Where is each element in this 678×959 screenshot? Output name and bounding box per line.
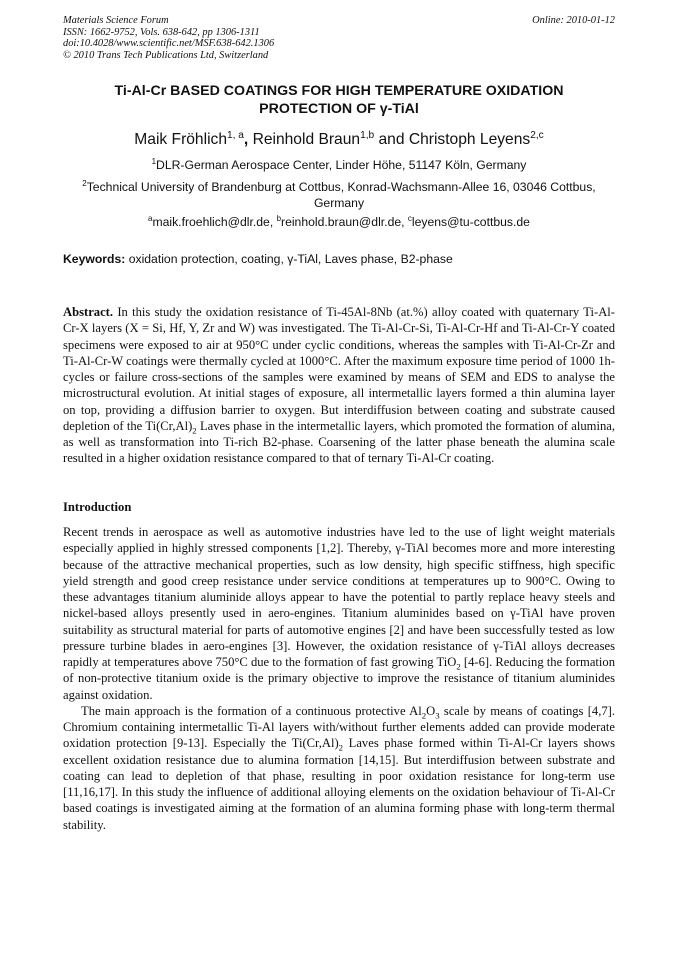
author-separator: and [374,131,409,148]
issn: ISSN: 1662-9752, Vols. 638-642, pp 1306-1311 [63,26,260,38]
affiliation-2 [63,179,615,211]
paragraph-text: O [426,703,436,718]
author-affil-mark: 2,c [530,129,544,141]
paragraph-text: Recent trends in aerospace as well as automotive industries have led to the use of light weight materials especially applied in highly stressed components [1,2]. Thereby, γ-TiAl becomes more and more interesting because of the attractive mechanical properties, such as low density, high specific stiffness, high specific yield strength and good creep resistance under service conditions at temperatures up to 900°C. Owing to these advantages titanium aluminide alloys appear to have the potential to partly replace heavy steels and nickel-based alloys presently used in aero-engines. Titanium aluminides based on γ-TiAl have proven suitability as structural material for parts of automotive engines [2] and have been successfully tested as low pressure turbine blades in aero-engines [3]. However, the oxidation resistance of γ-TiAl alloys decreases rapidly at temperatures above 750°C due to the formation of fast growing TiO [63,525,615,669]
author-affil-mark: 1,b [360,129,375,141]
journal-name: Materials Science Forum [63,15,169,26]
paragraph-text: The main approach is the formation of a continuous protective Al [81,703,422,718]
keywords-label: Keywords: [63,252,126,266]
author-name: Reinhold Braun [252,131,361,148]
introduction-body [63,524,615,833]
keywords-text: oxidation protection, coating, γ-TiAl, Laves phase, B2-phase [125,252,453,266]
copyright: © 2010 Trans Tech Publications Ltd, Switzerland [63,49,269,61]
paragraph-text: scale by means of coatings [4,7]. Chromium containing intermetallic Ti-Al layers with/without further elements added can provide moderate oxidation protection [9-13]. Especially the Ti(Cr,Al) [63,703,615,751]
paragraph-text: [4-6]. Reducing the formation of non-protective titanium oxide is the primary objective to improve the resistance of titanium aluminides against oxidation. [63,655,616,702]
keywords [63,251,615,267]
abstract-text: Laves phase in the intermetallic layers, which promoted the formation of alumina, as well as transformation into Ti-rich B2-phase. Coarsening of the latter phase beneath the alumina scale resulted in a higher oxidation resistance compared to that of ternary Ti-Al-Cr coating. [63,418,615,466]
affil-number: 1 [151,156,157,166]
paragraph [63,524,615,703]
author-list [40,130,638,150]
affil-number: 2 [82,178,87,188]
subscript: 2 [192,425,197,436]
paragraph-text: Laves phase formed within Ti-Al-Cr layers shows excellent oxidation resistance due to alumina formation [14,15]. But interdiffusion between substrate and coating can lead to depletion of that phase, resulting in poor oxidation resistance for long-term use [11,16,17]. In this study the influence of additional alloying elements on the oxidation behaviour of Ti-Al-Cr based coatings is investigated aiming at the formation of an alumina forming phase with long-term thermal stability. [63,736,615,832]
email-mark: b [276,213,282,223]
email-link[interactable]: maik.froehlich@dlr.de, [152,215,277,229]
abstract-text: In this study the oxidation resistance of Ti-45Al-8Nb (at.%) alloy coated with quaternary Ti-Al-Cr-X layers (X = Si, Hf, Y, Zr and W) was investigated. The Ti-Al-Cr-Si, Ti-Al-Cr-Hf and Ti-Al-Cr-Y coated specimens were exposed to air at 950°C under cyclic conditions, whereas the samples with Ti-Al-Cr-Zr and Ti-Al-Cr-W coatings were thermally cycled at 1000°C. After the maximum exposure time period of 1000 1h-cycles or failure cross-sections of the samples were examined by means of SEM and EDS to analyse the microstructural evolution. At initial stages of exposure, all intermetallic layers formed a thin alumina layer on top, providing a diffusion barrier to oxygen. But interdiffusion between coating and substrate caused depletion of the Ti(Cr,Al) [63,305,615,433]
subscript: 2 [456,661,461,672]
title-line-1: Ti-Al-Cr BASED COATINGS FOR HIGH TEMPERATURE OXIDATION [114,83,564,99]
author-name: Christoph Leyens [408,131,531,148]
affiliation-1 [63,157,615,173]
affil-text: DLR-German Aerospace Center, Linder Höhe, 51147 Köln, Germany [156,158,527,172]
online-date: Online: 2010-01-12 [532,15,615,26]
author-emails [63,214,615,230]
email-mark: c [407,213,412,223]
doi: doi:10.4028/www.scientific.net/MSF.638-642.1306 [63,38,275,50]
email-link[interactable]: leyens@tu-cottbus.de [411,215,530,229]
journal-header [63,15,615,61]
title-line-2: PROTECTION OF γ-TiAl [259,101,419,117]
author-separator: , [243,131,253,148]
subscript: 2 [338,742,344,753]
email-mark: a [148,213,153,223]
author-name: Maik Fröhlich [134,131,227,148]
author-affil-mark: 1, a [227,129,244,141]
paper-title [40,82,638,118]
affil-text: Technical University of Brandenburg at Cottbus, Konrad-Wachsmann-Allee 16, 03046 Cottbus, Germany [86,180,596,210]
abstract-label: Abstract. [63,305,114,319]
subscript: 3 [435,710,440,721]
paragraph [63,703,615,833]
abstract [63,304,615,467]
subscript: 2 [421,710,427,721]
email-link[interactable]: reinhold.braun@dlr.de, [281,215,408,229]
section-heading-introduction: Introduction [63,500,132,514]
